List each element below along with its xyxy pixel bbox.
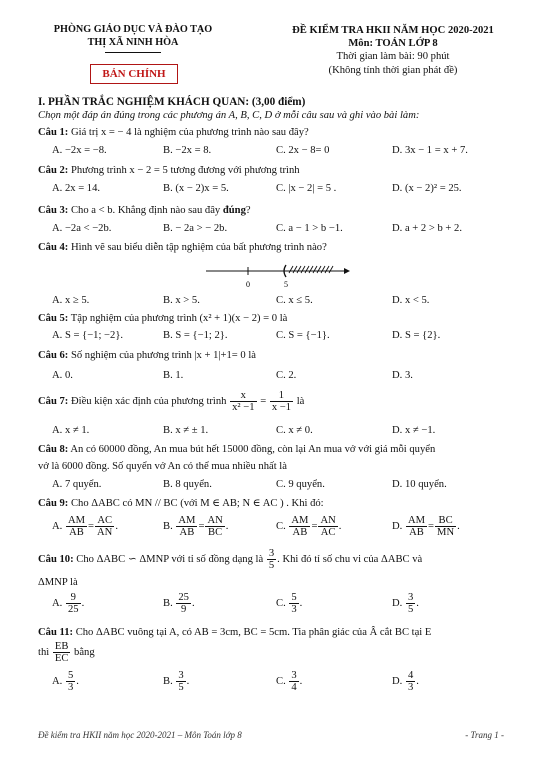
option-letter: D. <box>392 676 403 688</box>
period: . <box>191 598 195 610</box>
question-label: Câu 7: <box>38 396 69 408</box>
exam-time-note: (Không tính thời gian phát đề) <box>328 64 458 76</box>
option-d: D. 3x − 1 = x + 7. <box>392 145 468 156</box>
fraction <box>66 670 75 693</box>
option-c: C. x ≠ 0. <box>276 425 313 436</box>
option-c: C. |x − 2| = 5 . <box>276 183 337 194</box>
excluded-region-hatching <box>289 266 333 273</box>
period: . <box>416 598 419 610</box>
option-b: B. −2x = 8. <box>163 145 212 156</box>
numerator: 25 <box>178 592 189 603</box>
denominator: AC <box>320 527 336 539</box>
numerator: 3 <box>268 548 275 559</box>
denominator: BC <box>208 527 223 539</box>
numerator: 3 <box>178 670 184 681</box>
question-1-options <box>38 145 508 159</box>
option-letter: C. <box>276 676 286 688</box>
numerator: 5 <box>291 592 297 603</box>
fraction <box>53 641 71 664</box>
fraction <box>435 515 456 538</box>
option-a: A. x ≠ 1. <box>52 425 90 436</box>
fraction <box>270 390 293 413</box>
option-letter: A. <box>52 521 63 533</box>
numerator: 3 <box>291 670 297 681</box>
page-number: - Trang 1 - <box>465 730 504 740</box>
option-letter: B. <box>163 676 173 688</box>
option-letter: C. <box>276 521 286 533</box>
question-3 <box>38 205 508 218</box>
question-11-line2 <box>38 641 508 664</box>
question-text: Cho ΔABC ∽ ΔMNP với tỉ số đồng dạng là <box>76 554 264 566</box>
numerator: AC <box>95 515 114 527</box>
exam-subject: Môn: TOÁN LỚP 8 <box>348 38 438 50</box>
numerator: AM <box>178 515 196 526</box>
denominator: x −1 <box>271 402 292 414</box>
fraction <box>318 515 337 538</box>
period: . <box>186 676 190 688</box>
question-10-options <box>38 592 508 622</box>
fraction <box>406 670 415 693</box>
question-text: Phương trình x − 2 = 5 tương đương với phương trình <box>70 165 300 176</box>
question-text-cont: . Khi đó tỉ số chu vi của ΔABC và <box>277 554 423 566</box>
question-text-cont: bằng <box>74 647 95 659</box>
option-d <box>392 670 419 693</box>
fraction <box>176 592 191 615</box>
question-text: thì <box>38 647 50 659</box>
denominator: 3 <box>407 682 414 694</box>
fraction <box>176 515 197 538</box>
question-1 <box>38 127 508 140</box>
fraction <box>66 515 87 538</box>
question-text: An có 60000 đồng, An mua bút hết 15000 đồng, còn lại An mua vở với giá mỗi quyển <box>70 444 436 455</box>
option-b: B. x ≠ ± 1. <box>163 425 209 436</box>
option-d: D. (x − 2)² = 25. <box>392 183 462 194</box>
question-label: Câu 10: <box>38 554 74 566</box>
option-letter: B. <box>163 598 173 610</box>
question-label: Câu 11: <box>38 627 74 638</box>
question-10-line2: ΔMNP là <box>38 577 78 588</box>
school-header <box>38 24 228 53</box>
option-b: B. (x − 2)x = 5. <box>163 183 229 194</box>
option-a: A. 7 quyển. <box>52 479 102 490</box>
period: . <box>81 598 85 610</box>
question-6-options <box>38 370 508 384</box>
numerator: 3 <box>407 592 414 603</box>
fraction <box>267 548 276 571</box>
option-c: C. 2. <box>276 370 297 381</box>
option-b <box>163 670 189 693</box>
fraction <box>66 592 81 615</box>
period: . <box>299 676 303 688</box>
fraction <box>406 592 415 615</box>
question-text: Điều kiện xác định của phương trình <box>70 396 227 408</box>
question-label: Câu 5: <box>38 313 69 324</box>
fraction <box>230 390 256 413</box>
question-3-options <box>38 223 508 237</box>
question-8-options <box>38 479 508 493</box>
option-d: D. x ≠ −1. <box>392 425 436 436</box>
numerator: AN <box>207 515 223 526</box>
option-c: C. 9 quyển. <box>276 479 325 490</box>
question-9 <box>38 498 508 511</box>
option-letter: B. <box>163 521 173 533</box>
denominator: MN <box>437 527 455 539</box>
denominator: 25 <box>67 604 79 616</box>
numerator: 1 <box>270 390 293 402</box>
department-name: PHÒNG GIÁO DỤC VÀ ĐÀO TẠO <box>53 24 213 35</box>
question-8 <box>38 444 508 457</box>
option-a: A. x ≥ 5. <box>52 295 90 306</box>
question-label: Câu 9: <box>38 498 69 509</box>
question-text: Số nghiệm của phương trình |x + 1|+1= 0 là <box>70 350 257 361</box>
period: . <box>416 676 419 688</box>
fraction <box>176 670 185 693</box>
fraction <box>95 515 114 538</box>
option-d <box>392 592 419 615</box>
header-divider <box>105 52 161 53</box>
option-d: D. a + 2 > b + 2. <box>392 223 463 234</box>
question-end: ? <box>245 205 251 216</box>
denominator: 5 <box>178 682 184 694</box>
denominator: AB <box>69 527 84 539</box>
option-a <box>52 592 84 615</box>
option-c: C. a − 1 > b −1. <box>276 223 343 234</box>
denominator: EC <box>54 653 69 665</box>
question-2 <box>38 165 508 178</box>
denominator: AB <box>409 527 424 539</box>
option-b <box>163 592 195 615</box>
denominator: 5 <box>407 604 414 616</box>
option-d <box>392 515 460 538</box>
question-9-options <box>38 515 508 545</box>
option-c: C. x ≤ 5. <box>276 295 313 306</box>
option-d: D. S = {2}. <box>392 330 441 341</box>
period: . <box>76 676 79 688</box>
option-c <box>276 592 302 615</box>
question-text: Hình vẽ sau biểu diễn tập nghiệm của bất phương trình nào? <box>70 242 327 253</box>
numerator: 9 <box>66 592 81 604</box>
option-a: A. 2x = 14. <box>52 183 101 194</box>
question-text: Cho ΔABC vuông tại A, có AB = 3cm, BC = 5cm. Tia phân giác của Â cắt BC tại E <box>75 627 432 638</box>
denominator: 3 <box>291 604 297 616</box>
fraction <box>289 515 310 538</box>
number-line-figure <box>200 262 350 290</box>
equals-sign: = <box>428 521 435 533</box>
numerator: EB <box>54 641 69 652</box>
option-letter: A. <box>52 676 63 688</box>
question-11 <box>38 627 508 640</box>
numerator: AM <box>291 515 309 526</box>
question-8-line2: vở là 6000 đồng. Số quyển vở An có thể mua nhiều nhất là <box>38 461 287 472</box>
question-6 <box>38 350 508 363</box>
denominator: AB <box>292 527 308 539</box>
question-label: Câu 1: <box>38 127 69 138</box>
option-c <box>276 515 341 538</box>
equals-sign: = <box>260 396 267 408</box>
option-letter: D. <box>392 598 403 610</box>
option-a <box>52 670 79 693</box>
question-end: là <box>296 396 305 408</box>
option-d: D. 3. <box>392 370 413 381</box>
tick-label-five: 5 <box>284 280 288 289</box>
fraction <box>205 515 224 538</box>
option-b: B. 1. <box>163 370 184 381</box>
option-letter: C. <box>276 598 286 610</box>
equals-sign: = <box>198 521 205 533</box>
section-title: I. PHẦN TRẮC NGHIỆM KHÁCH QUAN: (3,00 điểm) <box>38 96 306 108</box>
question-5-options <box>38 330 508 344</box>
option-c: C. S = {−1}. <box>276 330 330 341</box>
option-b: B. 8 quyển. <box>163 479 212 490</box>
option-a: A. −2x = −8. <box>52 145 107 156</box>
option-b: B. − 2a > − 2b. <box>163 223 228 234</box>
number-line-arrow <box>344 268 350 274</box>
question-10 <box>38 548 508 571</box>
denominator: AN <box>97 527 113 539</box>
question-11-options <box>38 670 508 700</box>
exam-title: ĐỀ KIỂM TRA HKII NĂM HỌC 2020-2021 <box>292 25 494 36</box>
question-text: Cho ΔABC có MN // BC (với M ∈ AB; N ∈ AC ) . Khi đó: <box>70 498 324 509</box>
question-label: Câu 2: <box>38 165 69 176</box>
numerator: AM <box>407 515 426 526</box>
tick-label-zero: 0 <box>246 280 250 289</box>
denominator: 3 <box>67 682 74 694</box>
page-footer <box>38 730 504 741</box>
official-stamp: BẢN CHÍNH <box>90 64 178 84</box>
numerator: BC <box>435 515 456 527</box>
period: . <box>457 521 460 533</box>
question-text: Giá trị x = − 4 là nghiệm của phương trình nào sau đây? <box>70 127 309 138</box>
question-4-options <box>38 295 508 309</box>
footer-exam-name: Đề kiểm tra HKII năm học 2020-2021 – Môn Toán lớp 8 <box>38 730 242 740</box>
denominator: AB <box>179 527 195 539</box>
question-label: Câu 4: <box>38 242 69 253</box>
option-b <box>163 515 228 538</box>
option-c: C. 2x − 8= 0 <box>276 145 330 156</box>
town-name: THỊ XÃ NINH HÒA <box>87 36 179 48</box>
fraction <box>289 592 298 615</box>
denominator: x² −1 <box>232 402 255 414</box>
period: . <box>338 521 342 533</box>
question-emphasis: đúng <box>222 205 246 216</box>
fraction <box>289 670 298 693</box>
period: . <box>225 521 229 533</box>
option-d: D. 10 quyển. <box>392 479 447 490</box>
question-text: Cho a < b. Khẳng định nào sau đây <box>70 205 221 216</box>
option-letter: A. <box>52 598 63 610</box>
denominator: 5 <box>268 560 275 572</box>
equals-sign: = <box>88 521 95 533</box>
period: . <box>115 521 118 533</box>
numerator: x <box>230 390 256 402</box>
period: . <box>299 598 303 610</box>
option-d: D. x < 5. <box>392 295 430 306</box>
question-5 <box>38 313 508 326</box>
numerator: 5 <box>67 670 74 681</box>
exam-header <box>275 24 511 77</box>
question-text: Tập nghiệm của phương trình (x² + 1)(x − 2) = 0 là <box>70 313 288 324</box>
option-a: A. −2a < −2b. <box>52 223 112 234</box>
question-label: Câu 8: <box>38 444 69 455</box>
exam-time: Thời gian làm bài: 90 phút <box>336 51 450 63</box>
option-a <box>52 515 118 538</box>
fraction <box>406 515 427 538</box>
option-c <box>276 670 302 693</box>
question-label: Câu 3: <box>38 205 69 216</box>
question-7 <box>38 390 508 413</box>
numerator: 4 <box>407 670 414 681</box>
question-4 <box>38 242 508 255</box>
question-2-options <box>38 183 508 197</box>
denominator: 9 <box>181 604 187 616</box>
option-b: B. x > 5. <box>163 295 200 306</box>
option-b: B. S = {−1; 2}. <box>163 330 228 341</box>
denominator: 4 <box>291 682 297 694</box>
question-label: Câu 6: <box>38 350 69 361</box>
equals-sign: = <box>311 521 318 533</box>
numerator: AM <box>67 515 86 526</box>
option-a: A. S = {−1; −2}. <box>52 330 124 341</box>
option-letter: D. <box>392 521 403 533</box>
option-a: A. 0. <box>52 370 73 381</box>
instruction: Chọn một đáp án đúng trong các phương án A, B, C, D ở mỗi câu sau và ghi vào bài làm: <box>38 110 420 121</box>
numerator: AN <box>320 515 336 526</box>
question-7-options <box>38 425 508 439</box>
